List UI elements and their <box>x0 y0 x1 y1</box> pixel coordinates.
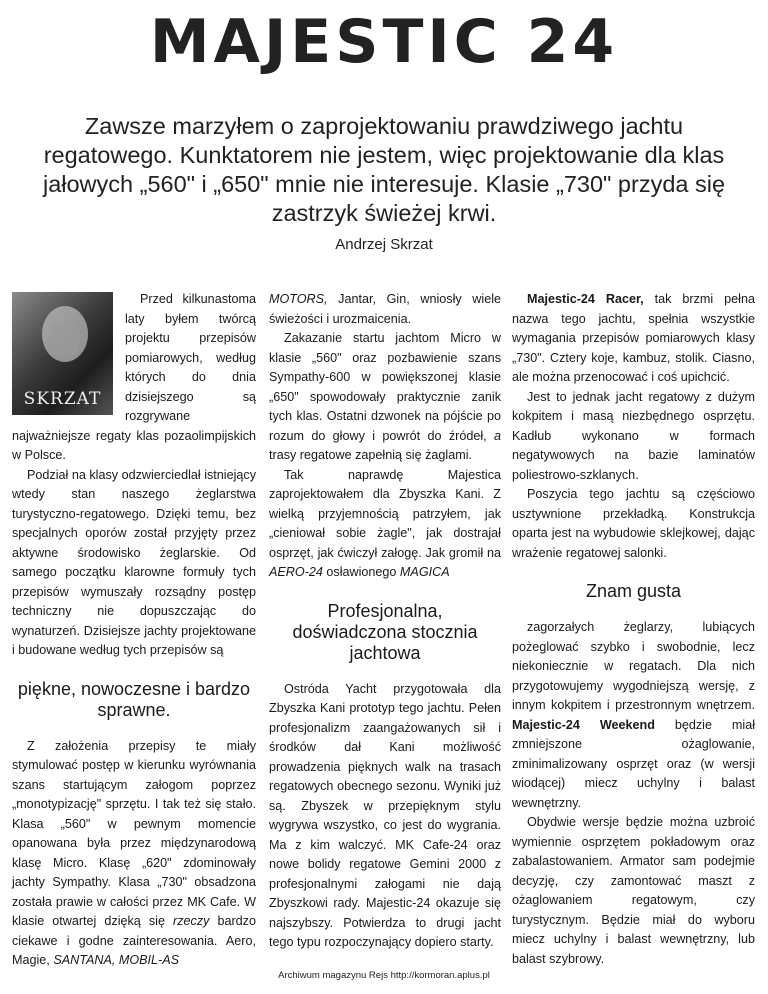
col2-paragraph-4: Ostróda Yacht przygotowała dla Zbyszka Kani prototyp tego jachtu. Pełen profesjonalizm zaangażowanych sił i środków dał Kani możliwość prowadzenia pięknych walk na trasach regatowych obecnego sezonu. Wyniki już są. Zbyszek w przepięknym stylu wygrywa wszystko, co jest do wygrania. Ma z kim walczyć. MK Cafe-24 oraz nowe bolidy regatowe Gemini 2000 z profesjonalnymi załogami nie dają Zbyszkowi rady. Majestic-24 okazuje się najszybszy. Potwierdza to drugi jacht tego typu rozpoczynający dopiero starty. <box>269 681 501 949</box>
col3-paragraph-3: Poszycia tego jachtu są częściowo usztywnione przekładką. Konstrukcja oparta jest na wybudowie sklejkowej, dając wrażenie regatowej salonki. <box>512 487 755 560</box>
author-photo <box>12 292 113 415</box>
archive-footer: Archiwum magazynu Rejs http://kormoran.aplus.pl <box>278 970 490 981</box>
col1-paragraph-2: Podział na klasy odzwierciedlał istniejący wtedy stan naszego żeglarstwa turystyczno-regatowego. Dzięki temu, bez specjalnych oporów został przyjęty przez aktywne środowisko żeglarskie. Od samego początku klarowne formuły tych przepisów wymuszały rozsądny postęp techniczny nie dopuszczając do wynaturzeń. Dzisiejsze jachty projektowane i budowane według tych przepisów są <box>12 467 256 657</box>
author-name: Andrzej Skrzat <box>335 236 433 253</box>
column-3 <box>512 290 755 969</box>
article-title: MAJESTIC 24 <box>149 7 619 77</box>
col2-paragraph-3: Tak naprawdę Majestica zaprojektowałem dla Zbyszka Kani. Z wielką przyjemnością patrzyłem, jak „cieniował sobie żagle", jak dostrajał osprzęt, jak ćwiczył załogę. Jak gromił na AERO-24 osławionego MAGICA <box>269 467 501 579</box>
column-2 <box>269 290 501 953</box>
col3-paragraph-1: Majestic-24 Racer, tak brzmi pełna nazwa tego jachtu, spełnia wszystkie wymagania przepisów pomiarowych klasy „730". Cztery koje, kambuz, stolik. Ciasno, ale można przenocować i coś upichcić. <box>512 292 755 384</box>
photo-signature: SKRZAT <box>23 388 102 409</box>
col3-subheading: Znam gusta <box>585 581 682 601</box>
article-lead: Zawsze marzyłem o zaprojektowaniu prawdziwego jachtu regatowego. Kunktatorem nie jestem, więc projektowanie dla klas jałowych „560" i „650" mnie nie interesuje. Klasie „730" przyda się zastrzyk świeżej krwi. <box>42 113 726 226</box>
col1-paragraph-3: Z założenia przepisy te miały stymulować postęp w kierunku wyrównania szans startującym załogom poprzez „monotypizację" sprzętu. I tak też się stało. Klasa „560" w pewnym momencie opanowana była przez międzynarodową klasę Micro. Klasę „620" zdominowały jachty Sympathy. Klasa „730" obsadzona została prawie w całości przez MK Cafe. W klasie otwartej dzięką się rzeczy bardzo ciekawe i godne zainteresowania. Aero, Magie, SANTANA, MOBIL-AS <box>12 738 256 967</box>
photo-face-shape <box>50 322 80 356</box>
col1-paragraph-1: Przed kilkunastoma laty byłem twórcą projektu przepisów pomiarowych, według których do dnia dzisiejszego są rozgrywane najważniejsze regaty klas pozaolimpijskich w Polsce. <box>12 292 256 462</box>
column-1 <box>12 290 256 971</box>
col2-paragraph-1: MOTORS, Jantar, Gin, wniosły wiele świeżości i urozmaicenia. <box>269 292 501 326</box>
col3-paragraph-2: Jest to jednak jacht regatowy z dużym kokpitem i masą niezbędnego osprzętu. Kadłub wykonano w formach negatywowych na bazie laminatów poliestrowo-szklanych. <box>512 389 755 482</box>
col2-subheading: Profesjonalna, doświadczona stocznia jachtowa <box>292 600 478 663</box>
col3-paragraph-4: zagorzałych żeglarzy, lubiących pożeglować szybko i swobodnie, lecz niekoniecznie w regatach. Dla nich przygotowujemy wygodniejszą wersję, z innym kokpitem i przestronnym wnętrzem. Majestic-24 Weekend będzie miał zmniejszone ożaglowanie, zminimalizowany osprzęt oraz (w wersji wiodącej) miecz uchylny i balast wewnętrzny. <box>512 620 755 810</box>
col2-paragraph-2: Zakazanie startu jachtom Micro w klasie „560" oraz pozbawienie szans Sympathy-600 w powiększonej klasie „650" spowodowały praktycznie zanik tych klas. Ostatni dzwonek na pójście po rozum do głowy i powrót do źródeł, a trasy regatowe zapełnią się żaglami. <box>269 331 501 462</box>
col3-paragraph-5: Obydwie wersje będzie można uzbroić wymiennie osprzętem pokładowym oraz zabalastowaniem. Armator sam podejmie decyzję, czy zamontować maszt z ożaglowaniem regatowym, czy turystycznym. Będzie miał do wyboru miecz uchylny i balast wewnętrzny, lub balast szybrowy. <box>512 815 755 966</box>
col1-subheading: piękne, nowoczesne i bardzo sprawne. <box>17 678 251 720</box>
